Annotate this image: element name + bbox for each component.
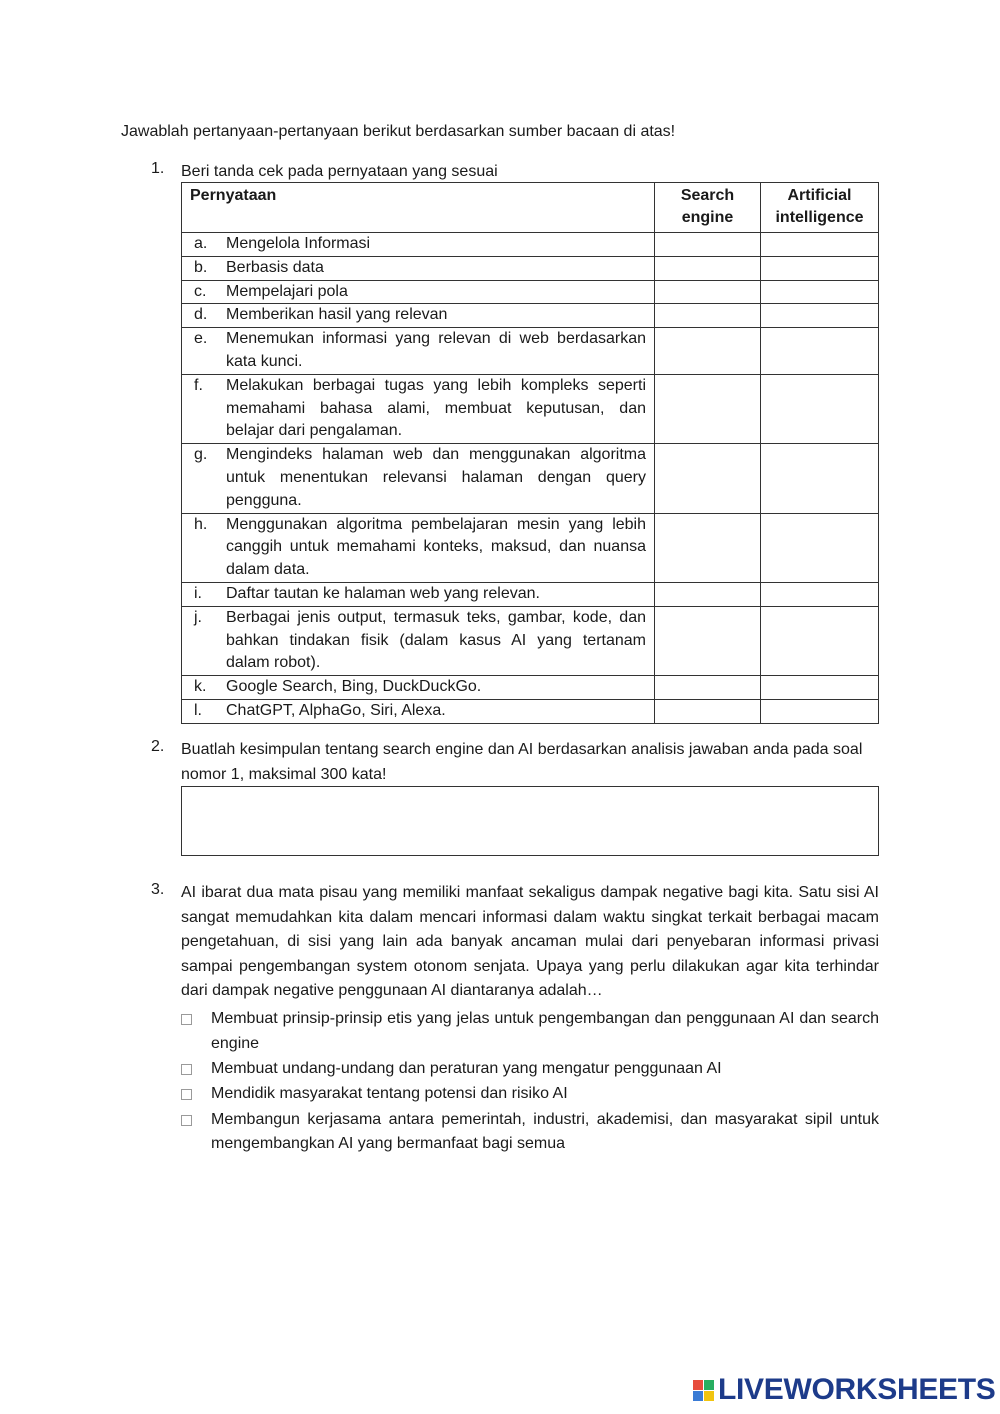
statement-cell	[182, 374, 655, 443]
statement-cell	[182, 444, 655, 513]
search-engine-check-cell[interactable]	[655, 582, 761, 606]
logo-tile	[693, 1380, 703, 1390]
statement-letter: l.	[194, 701, 202, 719]
ai-check-cell[interactable]	[761, 256, 879, 280]
statement-text: Melakukan berbagai tugas yang lebih kompleks seperti memahami bahasa alami, membuat keputusan, dan belajar dari pengalaman.	[226, 376, 646, 440]
statement-cell	[182, 676, 655, 700]
table-row	[182, 513, 879, 582]
search-engine-check-cell[interactable]	[655, 676, 761, 700]
statement-text: ChatGPT, AlphaGo, Siri, Alexa.	[226, 701, 446, 719]
statement-letter: e.	[194, 330, 208, 348]
table-row	[182, 582, 879, 606]
statement-text: Berbasis data	[226, 258, 324, 276]
ai-check-cell[interactable]	[761, 606, 879, 675]
search-engine-check-cell[interactable]	[655, 256, 761, 280]
statement-letter: f.	[194, 376, 203, 394]
statement-letter: c.	[194, 282, 207, 300]
table-row	[182, 280, 879, 304]
ai-check-cell[interactable]	[761, 699, 879, 723]
statement-text: Berbagai jenis output, termasuk teks, gambar, kode, dan bahkan tindakan fisik (dalam kasus AI yang tertanam dalam robot).	[226, 608, 646, 672]
question-number: 1.	[151, 160, 165, 177]
question-number: 2.	[151, 738, 165, 755]
table-row	[182, 676, 879, 700]
statement-letter: b.	[194, 258, 208, 276]
option-checkbox[interactable]	[181, 1082, 211, 1107]
statement-table	[181, 182, 879, 724]
option-text: Membuat undang-undang dan peraturan yang mengatur penggunaan AI	[211, 1060, 722, 1078]
ai-check-cell[interactable]	[761, 374, 879, 443]
table-row	[182, 699, 879, 723]
logo-tile	[693, 1391, 703, 1401]
statement-text: Memberikan hasil yang relevan	[226, 306, 448, 324]
option-text: Membangun kerjasama antara pemerintah, industri, akademisi, dan masyarakat sipil untuk mengembangkan AI yang bermanfaat bagi semua	[211, 1110, 879, 1153]
search-engine-check-cell[interactable]	[655, 513, 761, 582]
statement-letter: g.	[194, 446, 208, 464]
option-item	[151, 1108, 879, 1158]
statement-cell	[182, 328, 655, 375]
statement-letter: i.	[194, 584, 202, 602]
question-prompt: AI ibarat dua mata pisau yang memiliki manfaat sekaligus dampak negative bagi kita. Satu sisi AI sangat memudahkan kita dalam mencari informasi dalam waktu singkat terkait berbagai macam pengetahuan, di sisi yang lain ada banyak ancaman mulai dari penyebaran informasi privasi sampai pengembangan system otonom senjata. Upaya yang perlu dilakukan agar kita terhindar dari dampak negative penggunaan AI diantaranya adalah…	[181, 884, 879, 1000]
table-header-row	[182, 183, 879, 233]
statement-cell	[182, 606, 655, 675]
table-row	[182, 328, 879, 375]
search-engine-check-cell[interactable]	[655, 304, 761, 328]
statement-text: Google Search, Bing, DuckDuckGo.	[226, 678, 482, 696]
header-statement: Pernyataan	[182, 183, 655, 233]
checkbox-square-icon	[181, 1064, 192, 1075]
table-row	[182, 606, 879, 675]
search-engine-check-cell[interactable]	[655, 280, 761, 304]
statement-cell	[182, 233, 655, 257]
option-list	[151, 1007, 879, 1157]
ai-check-cell[interactable]	[761, 444, 879, 513]
statement-cell	[182, 582, 655, 606]
search-engine-check-cell[interactable]	[655, 328, 761, 375]
option-checkbox[interactable]	[181, 1108, 211, 1158]
option-item	[151, 1057, 879, 1082]
statement-cell	[182, 699, 655, 723]
statement-text: Mengelola Informasi	[226, 235, 371, 252]
statement-letter: h.	[194, 515, 208, 533]
search-engine-check-cell[interactable]	[655, 444, 761, 513]
checkbox-square-icon	[181, 1014, 192, 1025]
table-row	[182, 233, 879, 257]
option-item	[151, 1082, 879, 1107]
ai-check-cell[interactable]	[761, 513, 879, 582]
search-engine-check-cell[interactable]	[655, 699, 761, 723]
ai-check-cell[interactable]	[761, 304, 879, 328]
instructions: Jawablah pertanyaan-pertanyaan berikut berdasarkan sumber bacaan di atas!	[121, 123, 676, 140]
question-prompt: Beri tanda cek pada pernyataan yang sesuai	[181, 163, 498, 180]
liveworksheets-logo	[693, 1372, 996, 1408]
option-checkbox[interactable]	[181, 1007, 211, 1057]
option-item	[151, 1007, 879, 1057]
brand-name: LIVEWORKSHEETS	[718, 1373, 996, 1406]
option-text: Mendidik masyarakat tentang potensi dan risiko AI	[211, 1085, 568, 1103]
statement-text: Mempelajari pola	[226, 282, 348, 300]
table-row	[182, 256, 879, 280]
table-row	[182, 374, 879, 443]
checkbox-square-icon	[181, 1089, 192, 1100]
option-text: Membuat prinsip-prinsip etis yang jelas untuk pengembangan dan penggunaan AI dan search engine	[211, 1009, 879, 1052]
statement-text: Menggunakan algoritma pembelajaran mesin yang lebih canggih untuk memahami konteks, maksud, dan nuansa dalam data.	[226, 515, 646, 579]
question-number: 3.	[151, 881, 165, 898]
question-prompt: Buatlah kesimpulan tentang search engine dan AI berdasarkan analisis jawaban anda pada soal nomor 1, maksimal 300 kata!	[181, 741, 863, 783]
statement-cell	[182, 304, 655, 328]
checkbox-square-icon	[181, 1115, 192, 1126]
header-search-engine: Search engine	[655, 183, 761, 233]
question-2	[151, 738, 879, 787]
question-1	[151, 160, 879, 185]
ai-check-cell[interactable]	[761, 280, 879, 304]
ai-check-cell[interactable]	[761, 676, 879, 700]
logo-tile	[704, 1391, 714, 1401]
option-checkbox[interactable]	[181, 1057, 211, 1082]
table-row	[182, 304, 879, 328]
search-engine-check-cell[interactable]	[655, 606, 761, 675]
ai-check-cell[interactable]	[761, 582, 879, 606]
logo-tile	[704, 1380, 714, 1390]
table-row	[182, 444, 879, 513]
conclusion-answer-input[interactable]	[181, 786, 879, 856]
statement-letter: a.	[194, 235, 208, 252]
statement-table-body	[182, 233, 879, 724]
statement-cell	[182, 513, 655, 582]
statement-cell	[182, 280, 655, 304]
statement-letter: k.	[194, 678, 207, 696]
search-engine-check-cell[interactable]	[655, 374, 761, 443]
statement-text: Mengindeks halaman web dan menggunakan algoritma untuk menentukan relevansi halaman dengan query pengguna.	[226, 446, 646, 509]
search-engine-check-cell[interactable]	[655, 233, 761, 257]
ai-check-cell[interactable]	[761, 328, 879, 375]
statement-text: Daftar tautan ke halaman web yang relevan.	[226, 584, 540, 602]
statement-text: Menemukan informasi yang relevan di web berdasarkan kata kunci.	[226, 330, 646, 370]
logo-mark-icon	[693, 1380, 714, 1401]
header-ai: Artificial intelligence	[761, 183, 879, 233]
statement-cell	[182, 256, 655, 280]
question-3	[151, 881, 879, 1157]
ai-check-cell[interactable]	[761, 233, 879, 257]
statement-letter: d.	[194, 306, 208, 324]
statement-letter: j.	[194, 608, 202, 626]
